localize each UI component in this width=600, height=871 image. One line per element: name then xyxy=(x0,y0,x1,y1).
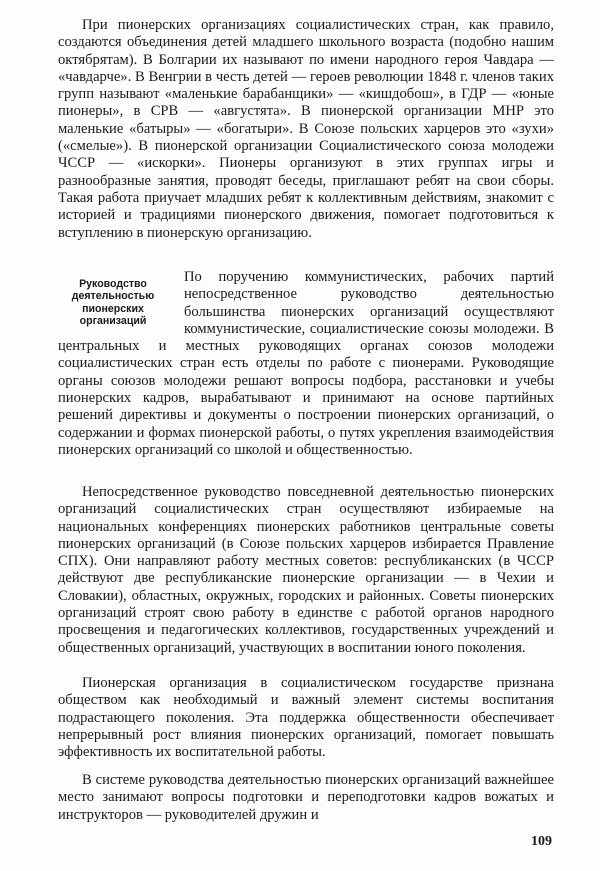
paragraph-councils: Непосредственное руководство повседневной деятельностью пионерских организаций социалистических стран осуществляют избираемые на национальных конференциях пионерских работников центральные советы пионерских организаций (в Союзе польских харцеров избирается Правление СПХ). Они направляют работу местных советов: республиканских (в ЧССР действуют две республиканские пионерские организации — в Чехии и Словакии), областных, окружных, городских и районных. Советы пионерских организаций строят свою работу в единстве с работой органов народного просвещения и педагогических коллективов, государственных учреждений и общественных организаций, участвующих в воспитании юного поколения. xyxy=(58,484,554,656)
paragraph-block-1 xyxy=(58,17,554,242)
paragraph-junior-groups: При пионерских организациях социалистических стран, как правило, создаются объединения детей младшего школьного возраста (подобно нашим октябрятам). В Болгарии их называют по имени народного героя Чавдара — «чавдарче». В Венгрии в честь детей — героев революции 1848 г. членов таких групп называют «маленькие барабанщики» — «кишдобош», в ГДР — «юные пионеры», в СРВ — «августята». В пионерской организации МНР это маленькие «батыры» — «богатыри». В Союзе польских харцеров это «зухи» («смелые»). В пионерской организации Социалистического союза молодежи ЧССР — «искорки». Пионеры организуют в этих группах игры и разнообразные занятия, проводят беседы, приглашают ребят на свои сборы. Такая работа приучает младших ребят к коллективным действиям, знакомит с историей и традициями пионерского движения, помогает подготовиться к вступлению в пионерскую организацию. xyxy=(58,17,554,241)
paragraph-block-2 xyxy=(58,269,554,459)
side-heading: Руководство деятельностью пионерских организаций xyxy=(71,278,155,328)
paragraph-society-support: Пионерская организация в социалистическом государстве признана обществом как необходимый и важный элемент системы воспитания подрастающего поколения. Эта поддержка общественности обеспечивает непрерывный рост влияния пионерских организаций, помогает повышать эффективность их воспитательной работы. xyxy=(58,675,554,761)
paragraph-block-4 xyxy=(58,675,554,761)
paragraph-block-3 xyxy=(58,484,554,657)
paragraph-block-5 xyxy=(58,772,554,824)
page-number: 109 xyxy=(531,834,552,849)
paragraph-leadership: По поручению коммунистических, рабочих партий непосредственное руководство деятельностью большинства пионерских организаций осуществляют коммунистические, социалистические союзы молодежи. В центральных и местных руководящих органах союзов молодежи социалистических стран есть отделы по работе с пионерами. Руководящие органы союзов молодежи решают вопросы подбора, расстановки и учебы пионерских кадров, вырабатывают и принимают на основе партийных решений директивы и документы о построении пионерских организаций, о содержании и формах пионерской работы, о путях укрепления взаимодействия пионерских организаций со школой и общественностью. xyxy=(58,269,554,458)
paragraph-staff-training: В системе руководства деятельностью пионерских организаций важнейшее место занимают вопросы подготовки и переподготовки кадров вожатых и инструкторов — руководителей дружин и xyxy=(58,772,554,823)
